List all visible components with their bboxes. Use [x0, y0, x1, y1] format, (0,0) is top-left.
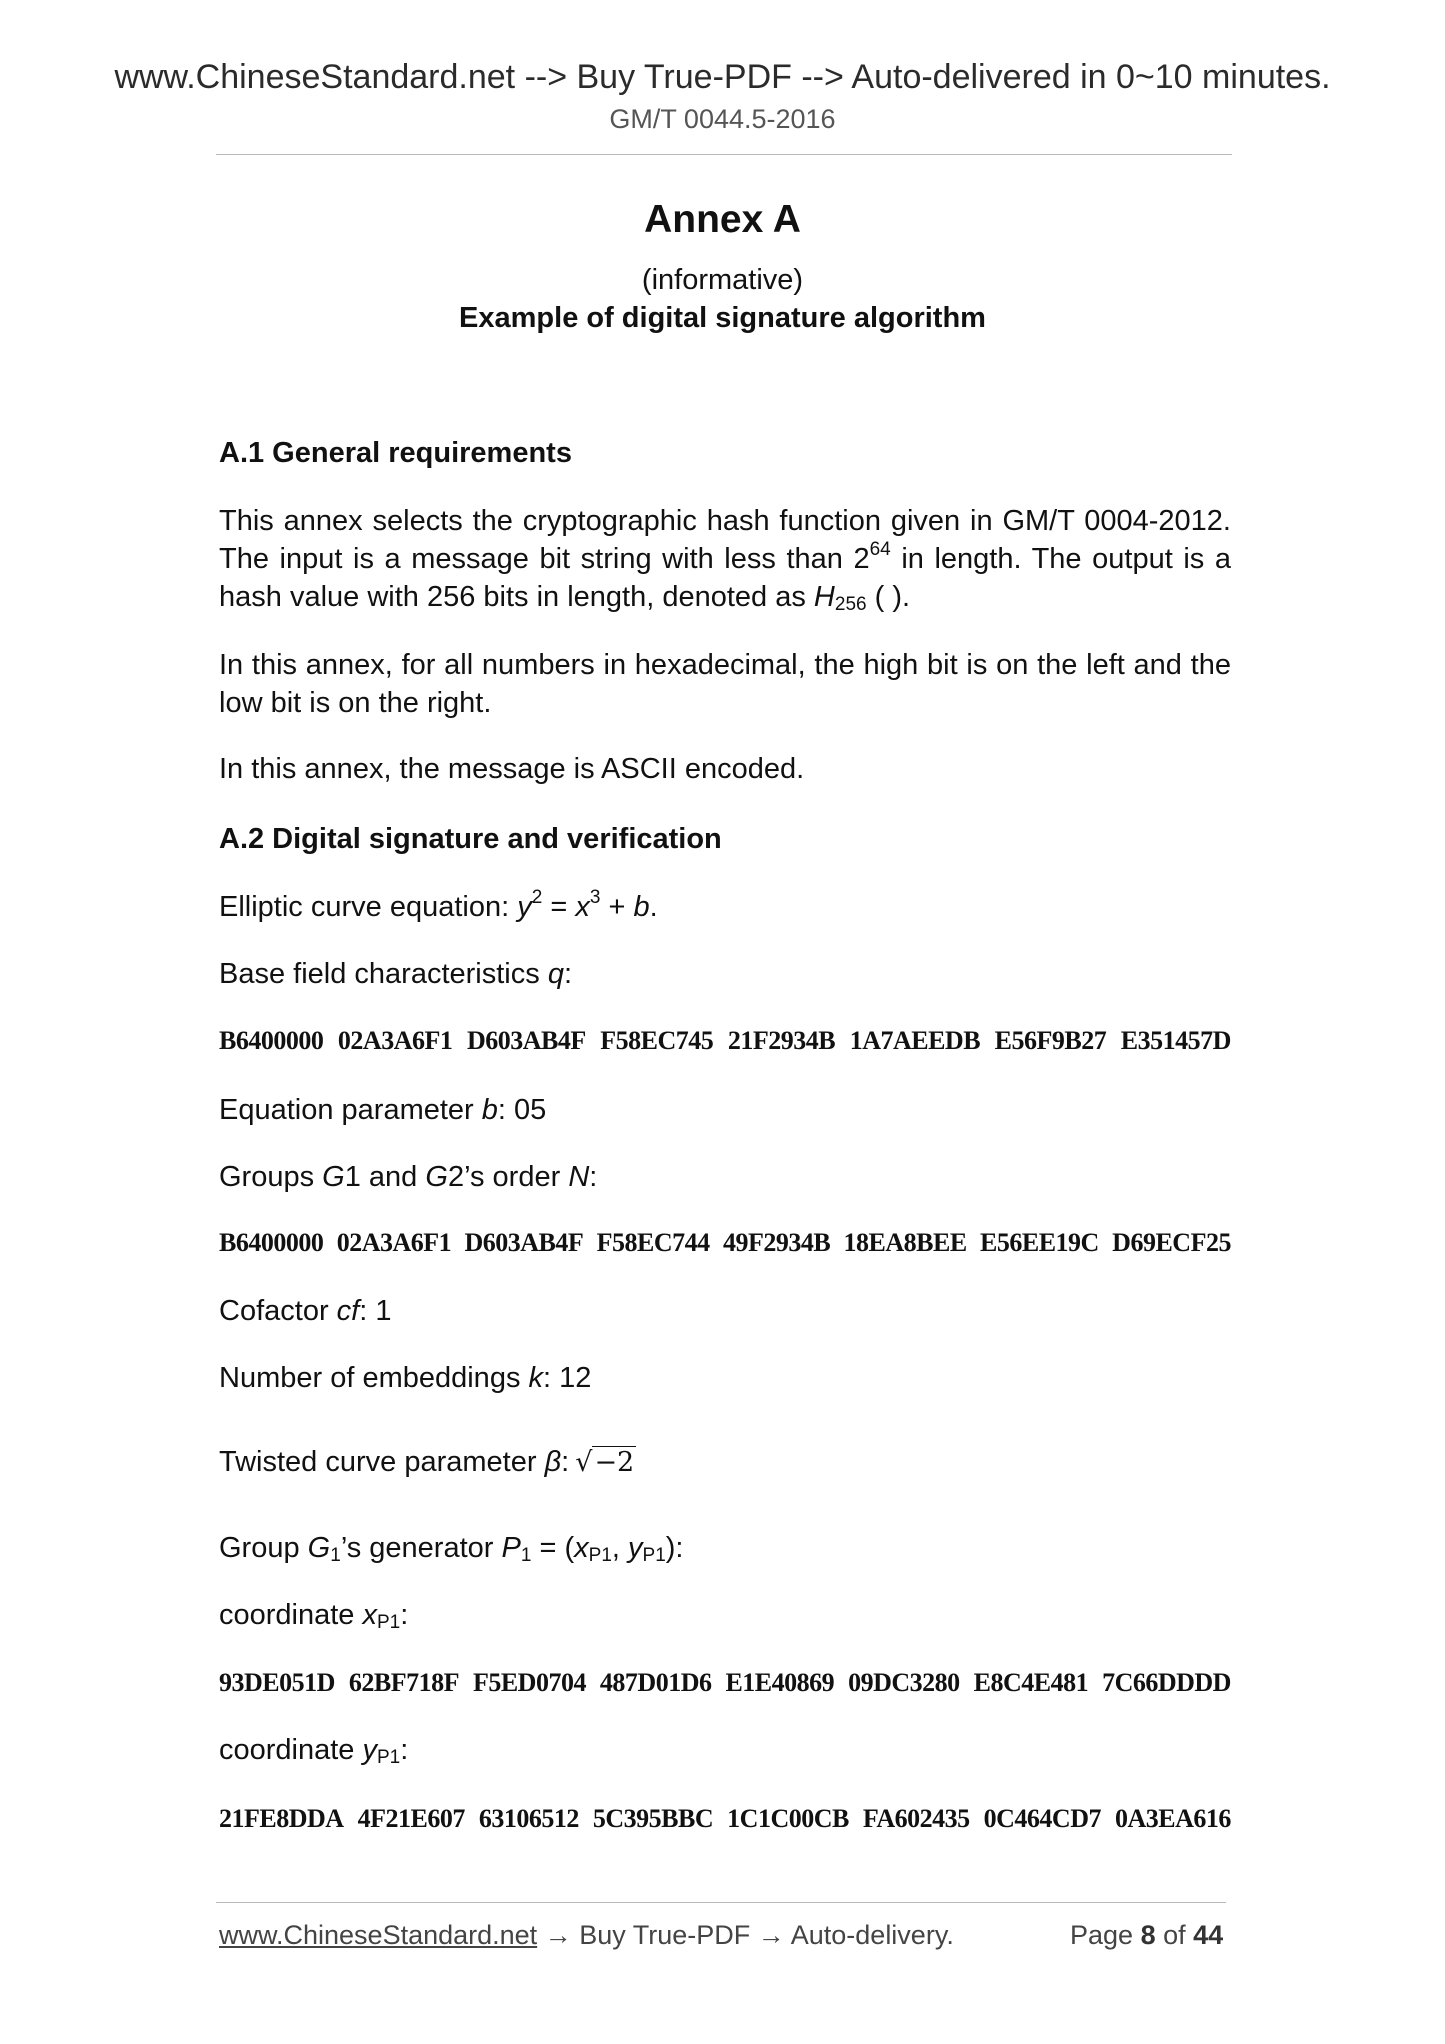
label: ): — [665, 1532, 684, 1564]
radicand: −2 — [594, 1447, 635, 1478]
hex-word: 62BF718F — [348, 1668, 459, 1697]
hex-word: 21F2934B — [727, 1026, 836, 1055]
annex-caption: Example of digital signature algorithm — [459, 302, 986, 334]
page-current: 8 — [1140, 1920, 1156, 1950]
hex-word: E351457D — [1120, 1026, 1231, 1055]
hex-word: B6400000 — [219, 1228, 324, 1257]
section-heading-a1: A.1 General requirements — [219, 437, 572, 469]
paragraph-text: This annex selects the cryptographic hash function given in GM/T 0004-2012. The input is a message bit string with less than 2 — [219, 505, 1231, 575]
footer-promo — [219, 1920, 954, 1951]
hex-word: 18EA8BEE — [843, 1228, 967, 1257]
hex-word: E56EE19C — [980, 1228, 1099, 1257]
hex-word: E8C4E481 — [973, 1668, 1089, 1697]
label: = ( — [531, 1532, 575, 1564]
var-y: y — [517, 891, 532, 923]
hex-word: E56F9B27 — [994, 1026, 1107, 1055]
label: ’s generator — [340, 1532, 502, 1564]
var-p: P — [501, 1532, 521, 1564]
curve-equation — [219, 887, 658, 924]
paragraph-bit-order: In this annex, for all numbers in hexadecimal, the high bit is on the left and the low bit is on the right. — [219, 649, 1231, 719]
paragraph-hash-function — [219, 502, 1231, 616]
var-b: b — [481, 1094, 498, 1126]
generator-label — [219, 1532, 683, 1565]
hash-symbol: H — [813, 581, 835, 613]
sqrt-icon: √ — [575, 1447, 593, 1478]
var-x: x — [575, 891, 590, 923]
label: Elliptic curve equation: — [219, 891, 518, 923]
var-g: G — [307, 1532, 331, 1564]
hex-value-q — [219, 1026, 1231, 1056]
exponent: 64 — [869, 539, 891, 560]
subscript: 1 — [330, 1545, 341, 1566]
hex-word: 1C1C00CB — [727, 1804, 849, 1833]
label: Groups — [219, 1161, 323, 1193]
hex-word: 21FE8DDA — [219, 1804, 344, 1833]
hex-value-xp1 — [219, 1668, 1231, 1698]
label: Twisted curve parameter — [219, 1446, 545, 1478]
hex-word: B6400000 — [219, 1026, 324, 1055]
var-x: x — [362, 1599, 377, 1631]
hex-word: FA602435 — [862, 1804, 970, 1833]
hex-word: 5C395BBC — [592, 1804, 714, 1833]
cofactor — [219, 1295, 391, 1328]
var-y: y — [362, 1734, 377, 1766]
exponent: 3 — [589, 887, 601, 908]
hex-word: 93DE051D — [219, 1668, 335, 1697]
paragraph-text: in length. The output is a hash value with 256 bits in length, denoted as — [219, 543, 1231, 613]
colon: : — [561, 1446, 570, 1478]
coordinate-x-label — [219, 1599, 408, 1632]
label: 1 and — [344, 1161, 426, 1193]
footer-divider — [216, 1902, 1226, 1903]
footer-link[interactable]: www.ChineseStandard.net — [219, 1920, 538, 1950]
hex-word: 49F2934B — [722, 1228, 831, 1257]
annex-title: Annex A — [644, 198, 801, 241]
var-k: k — [528, 1362, 543, 1394]
hex-word: 1A7AEEDB — [849, 1026, 981, 1055]
value: : 12 — [543, 1362, 592, 1394]
page-total: 44 — [1193, 1920, 1224, 1950]
hex-word: 0A3EA616 — [1115, 1804, 1231, 1833]
hex-word: 487D01D6 — [599, 1668, 712, 1697]
label: Number of embeddings — [219, 1362, 529, 1394]
hex-word: D603AB4F — [464, 1228, 584, 1257]
var-x: x — [574, 1532, 589, 1564]
hex-word: D603AB4F — [466, 1026, 586, 1055]
annex-type: (informative) — [641, 264, 804, 296]
var-q: q — [547, 958, 564, 990]
hex-value-yp1 — [219, 1804, 1231, 1834]
colon: : — [400, 1734, 409, 1766]
label: coordinate — [219, 1734, 363, 1766]
equals: = — [542, 891, 576, 923]
subscript: 1 — [520, 1545, 532, 1566]
label: Group — [219, 1532, 308, 1564]
group-order-label — [219, 1161, 597, 1194]
hex-word: E1E40869 — [725, 1668, 835, 1697]
label: Base field characteristics — [219, 958, 548, 990]
hex-word: 4F21E607 — [357, 1804, 465, 1833]
hex-word: F5ED0704 — [472, 1668, 586, 1697]
subscript: P1 — [588, 1545, 612, 1566]
document-id: GM/T 0044.5-2016 — [609, 104, 836, 134]
header-banner: www.ChineseStandard.net --> Buy True-PDF --> Auto-delivered in 0~10 minutes. — [114, 58, 1331, 96]
colon: : — [563, 958, 573, 990]
hash-subscript: 256 — [834, 594, 867, 615]
var-b: b — [633, 891, 650, 923]
page-label: Page — [1070, 1920, 1141, 1950]
subscript: P1 — [642, 1545, 666, 1566]
label: coordinate — [219, 1599, 363, 1631]
value: : 1 — [359, 1295, 392, 1327]
sqrt-expression — [575, 1447, 636, 1478]
subscript: P1 — [377, 1747, 401, 1768]
hex-word: 02A3A6F1 — [336, 1228, 452, 1257]
section-heading-a2: A.2 Digital signature and verification — [219, 823, 722, 855]
exponent: 2 — [531, 887, 543, 908]
hex-word: 0C464CD7 — [983, 1804, 1101, 1833]
var-y: y — [628, 1532, 643, 1564]
period: . — [649, 891, 658, 923]
plus: + — [600, 891, 634, 923]
hex-value-n — [219, 1228, 1231, 1258]
label: , — [611, 1532, 629, 1564]
header-divider — [216, 154, 1232, 155]
twisted-curve-parameter — [219, 1446, 636, 1479]
hex-word: D69ECF25 — [1112, 1228, 1231, 1257]
var-g: G — [425, 1161, 448, 1193]
var-n: N — [568, 1161, 590, 1193]
footer-text: → Buy True-PDF → Auto-delivery. — [537, 1920, 954, 1950]
hex-word: 63106512 — [478, 1804, 579, 1833]
label: 2’s order — [447, 1161, 569, 1193]
value: : 05 — [497, 1094, 547, 1126]
hex-word: 02A3A6F1 — [337, 1026, 453, 1055]
page-number — [1070, 1920, 1223, 1951]
colon: : — [400, 1599, 409, 1631]
page-of: of — [1155, 1920, 1194, 1950]
paragraph-encoding: In this annex, the message is ASCII encoded. — [219, 753, 805, 785]
embedding-degree — [219, 1362, 591, 1395]
paragraph-text: ( ). — [866, 581, 911, 613]
hex-word: F58EC744 — [596, 1228, 710, 1257]
hex-word: 09DC3280 — [848, 1668, 960, 1697]
base-field-label — [219, 958, 572, 991]
equation-parameter-b — [219, 1094, 546, 1127]
coordinate-y-label — [219, 1734, 408, 1767]
subscript: P1 — [377, 1612, 401, 1633]
var-g: G — [322, 1161, 345, 1193]
hex-word: 7C66DDDD — [1102, 1668, 1231, 1697]
var-cf: cf — [336, 1295, 360, 1327]
label: Equation parameter — [219, 1094, 482, 1126]
var-beta: β — [544, 1446, 562, 1478]
label: Cofactor — [219, 1295, 337, 1327]
colon: : — [589, 1161, 598, 1193]
hex-word: F58EC745 — [600, 1026, 714, 1055]
